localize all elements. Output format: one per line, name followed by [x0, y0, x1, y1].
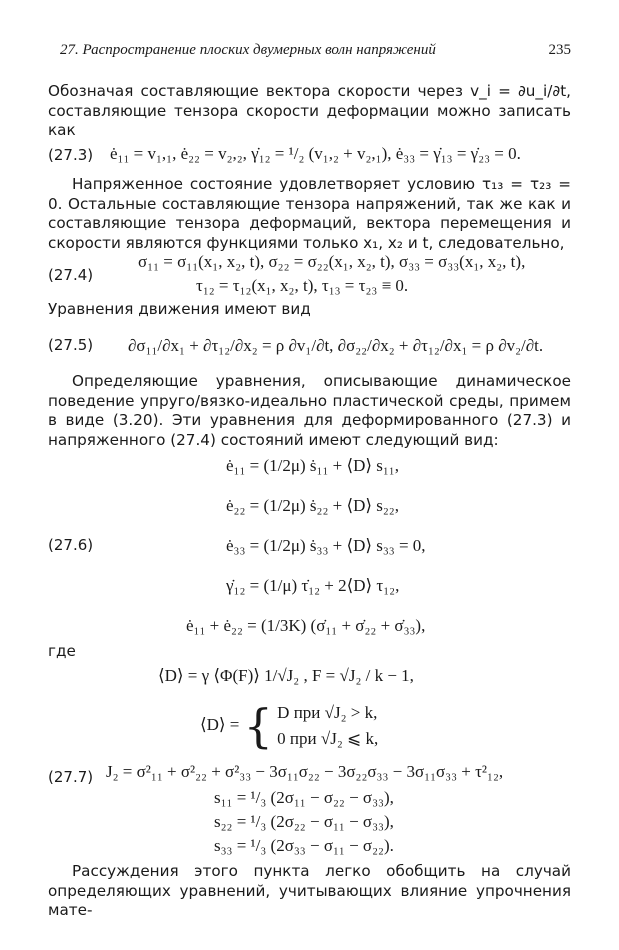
definition-D: ⟨D⟩ = γ ⟨Φ(F)⟩ 1/√J₂ , F = √J₂ / k − 1,: [158, 666, 414, 685]
paragraph-text: где: [48, 642, 76, 660]
equation-27-6-line3: ė₃₃ = (1/2μ) ṡ₃₃ + ⟨D⟩ s₃₃ = 0,: [226, 536, 426, 555]
paragraph-text: Определяющие уравнения, описывающие динамическое поведение упруго/вязко-идеально пластической среды, примем в виде (3.20). Эти уравнения для деформированного (27.3) и напряженного (27.4) состояний имеют следующий вид:: [48, 372, 571, 449]
equation-27-7-line4: s₃₃ = ¹/₃ (2σ₃₃ − σ₁₁ − σ₂₂).: [214, 836, 394, 855]
equation-label-27-7: (27.7): [48, 768, 94, 786]
equation-27-6-line4: γ̇₁₂ = (1/μ) τ̇₁₂ + 2⟨D⟩ τ₁₂,: [226, 576, 400, 595]
equation-27-7-line1: J₂ = σ²₁₁ + σ²₂₂ + σ²₃₃ − 3σ₁₁σ₂₂ − 3σ₂₂σ₃₃ − 3σ₁₁σ₃₃ + τ²₁₂,: [106, 762, 504, 781]
paragraph-text: Напряженное состояние удовлетворяет условию τ₁₃ = τ₂₃ = 0. Остальные составляющие тензора напряжений, так же как и составляющие тензора деформаций, вектора перемещения и скорости являются функциями только x₁, x₂ и t, следовательно,: [48, 175, 571, 252]
definition-D-cases: [200, 700, 378, 752]
equation-27-7-line3: s₂₂ = ¹/₃ (2σ₂₂ − σ₁₁ − σ₃₃),: [214, 812, 394, 831]
paragraph-stress-state: [48, 175, 571, 253]
case-zero: 0 при √J₂ ⩽ k,: [277, 729, 379, 748]
case-positive: D при √J₂ > k,: [277, 703, 378, 722]
definition-D-lhs: ⟨D⟩ =: [200, 714, 240, 734]
equation-label-27-4: (27.4): [48, 266, 94, 284]
page-number: 235: [548, 42, 571, 58]
paragraph-text: Уравнения движения имеют вид: [48, 300, 311, 318]
cases-block: [277, 700, 378, 752]
equation-27-6-line1: ė₁₁ = (1/2μ) ṡ₁₁ + ⟨D⟩ s₁₁,: [226, 456, 399, 475]
equation-label-27-5: (27.5): [48, 336, 94, 354]
section-title: 27. Распространение плоских двумерных волн напряжений: [60, 42, 436, 58]
equation-27-6-line2: ė₂₂ = (1/2μ) ṡ₂₂ + ⟨D⟩ s₂₂,: [226, 496, 399, 515]
paragraph-text: Рассуждения этого пункта легко обобщить на случай определяющих уравнений, учитывающих влияние упрочнения мате-: [48, 862, 571, 919]
equation-27-4-line1: σ₁₁ = σ₁₁(x₁, x₂, t), σ₂₂ = σ₂₂(x₁, x₂, t), σ₃₃ = σ₃₃(x₁, x₂, t),: [138, 252, 526, 271]
paragraph-where: [48, 642, 571, 662]
paragraph-constitutive: [48, 372, 571, 450]
equation-label-27-6: (27.6): [48, 536, 94, 554]
equation-27-3: ė₁₁ = v₁,₁, ė₂₂ = v₂,₂, γ̇₁₂ = ¹/₂ (v₁,₂ + v₂,₁), ė₃₃ = γ̇₁₃ = γ̇₂₃ = 0.: [110, 144, 521, 163]
running-header: [60, 42, 571, 59]
equation-27-6-line5: ė₁₁ + ė₂₂ = (1/3K) (σ̇₁₁ + σ̇₂₂ + σ̇₃₃),: [186, 616, 426, 635]
paragraph-motion: [48, 300, 571, 320]
equation-27-7-line2: s₁₁ = ¹/₃ (2σ₁₁ − σ₂₂ − σ₃₃),: [214, 788, 394, 807]
equation-27-4-line2: τ₁₂ = τ₁₂(x₁, x₂, t), τ₁₃ = τ₂₃ ≡ 0.: [196, 276, 409, 295]
equation-label-27-3: (27.3): [48, 146, 94, 164]
equation-27-5: ∂σ₁₁/∂x₁ + ∂τ₁₂/∂x₂ = ρ ∂v₁/∂t, ∂σ₂₂/∂x₂ + ∂τ₁₂/∂x₁ = ρ ∂v₂/∂t.: [128, 336, 544, 355]
paragraph-generalize: [48, 862, 571, 921]
left-brace: {: [243, 699, 273, 753]
paragraph-text: Обозначая составляющие вектора скорости через v_i = ∂u_i/∂t, составляющие тензора скорости деформации можно записать как: [48, 82, 571, 139]
paragraph-velocity: [48, 82, 571, 141]
